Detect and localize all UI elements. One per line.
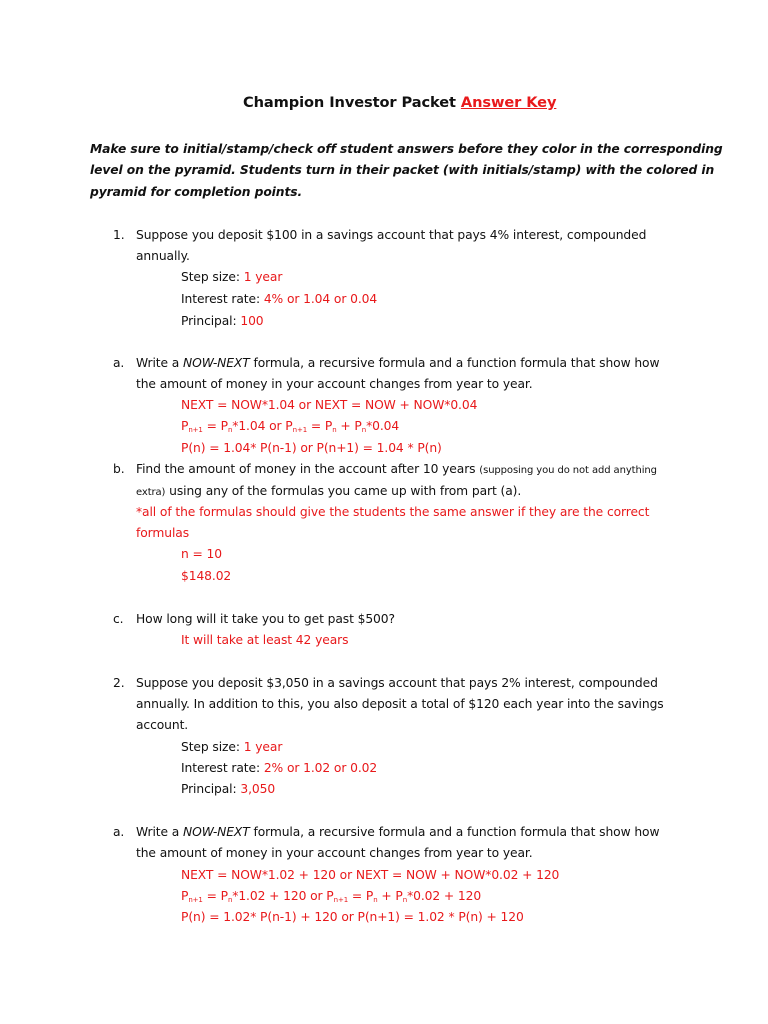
- step-size-label: Step size:: [181, 740, 244, 754]
- q1b-text-small: extra): [136, 487, 166, 498]
- step-size-value: 1 year: [243, 740, 283, 754]
- q2a-rec-part: *0.02 + 120: [407, 889, 482, 903]
- q2a-rec-part: = P: [348, 889, 374, 903]
- q1b-text-small: (supposing you do not add anything: [479, 465, 657, 476]
- intro-line-3: pyramid for completion points.: [90, 185, 303, 199]
- q2a-rec-sub: n+1: [333, 896, 349, 904]
- q1b-letter: b.: [113, 462, 125, 476]
- q1b-text-line-1: [136, 461, 657, 479]
- q1a-text-emphasis: NOW-NEXT: [183, 356, 250, 370]
- page-title: [243, 95, 556, 111]
- q1a-rec-sub: n+1: [292, 426, 308, 434]
- q2a-text-pre: Write a: [136, 825, 184, 839]
- q2a-rec-sub: n: [402, 896, 408, 904]
- q1b-text-line-2: [136, 483, 521, 501]
- q2-principal: [181, 781, 275, 797]
- q2a-rec-part: *1.02 + 120 or P: [232, 889, 334, 903]
- q2a-text-emphasis: NOW-NEXT: [183, 825, 250, 839]
- q2-text-line-1: Suppose you deposit $3,050 in a savings account that pays 2% interest, compounded: [136, 676, 658, 690]
- q2-step-size: [181, 739, 282, 755]
- q2a-rec-part: + P: [377, 889, 403, 903]
- q1a-rec-sub: n+1: [188, 426, 203, 434]
- q2-text-line-3: account.: [136, 718, 189, 732]
- principal-value: 100: [240, 314, 264, 328]
- q2a-rec-part: = P: [202, 889, 228, 903]
- q1c-text: How long will it take you to get past $500?: [136, 612, 395, 626]
- q1-principal: [181, 313, 264, 329]
- q1b-text-post: using any of the formulas you came up with from part (a).: [165, 484, 522, 498]
- q2a-rec-sub: n+1: [188, 896, 203, 904]
- interest-rate-value: 2% or 1.02 or 0.02: [263, 761, 378, 775]
- principal-value: 3,050: [240, 782, 276, 796]
- interest-rate-label: Interest rate:: [181, 761, 264, 775]
- intro-line-2: level on the pyramid. Students turn in their packet (with initials/stamp) with the colored in: [90, 163, 715, 177]
- q2a-text-post: formula, a recursive formula and a function formula that show how: [249, 825, 660, 839]
- q1-text-line-1: Suppose you deposit $100 in a savings account that pays 4% interest, compounded: [136, 228, 647, 242]
- principal-label: Principal:: [181, 314, 241, 328]
- q1-step-size: [181, 269, 282, 285]
- step-size-value: 1 year: [243, 270, 283, 284]
- q1b-text-pre: Find the amount of money in the account after 10 years: [136, 462, 480, 476]
- q1a-rec-part: = P: [307, 419, 333, 433]
- q1c-letter: c.: [113, 612, 124, 626]
- interest-rate-label: Interest rate:: [181, 292, 264, 306]
- q1a-text-pre: Write a: [136, 356, 184, 370]
- q1a-text-post: formula, a recursive formula and a function formula that show how: [249, 356, 660, 370]
- q2-number: 2.: [113, 676, 125, 690]
- q1a-rec-part: *0.04: [366, 419, 400, 433]
- title-answer-key: Answer Key: [460, 94, 557, 111]
- q1c-answer: It will take at least 42 years: [181, 633, 349, 647]
- q1a-rec-sub: n: [227, 426, 233, 434]
- q1a-rec-part: *1.04 or P: [232, 419, 293, 433]
- intro-line-1: Make sure to initial/stamp/check off student answers before they color in the corresponding: [90, 142, 723, 156]
- q1a-rec-sub: n: [361, 426, 367, 434]
- q1a-answer-recursive: [181, 418, 399, 434]
- q1a-text-line-2: the amount of money in your account changes from year to year.: [136, 377, 533, 391]
- q1a-answer-now-next: NEXT = NOW*1.04 or NEXT = NOW + NOW*0.04: [181, 398, 478, 412]
- q2-text-line-2: annually. In addition to this, you also deposit a total of $120 each year into the savings: [136, 697, 664, 711]
- q1a-rec-part: P: [181, 419, 189, 433]
- q1a-rec-sub: n: [332, 426, 337, 434]
- q2a-letter: a.: [113, 825, 125, 839]
- q2a-answer-now-next: NEXT = NOW*1.02 + 120 or NEXT = NOW + NOW*0.02 + 120: [181, 868, 560, 882]
- q1b-note-line-1: *all of the formulas should give the students the same answer if they are the correct: [136, 505, 650, 519]
- q1b-answer-amount: $148.02: [181, 569, 232, 583]
- q1b-answer-n: n = 10: [181, 547, 222, 561]
- q2a-rec-sub: n: [227, 896, 233, 904]
- title-main: Champion Investor Packet: [243, 94, 461, 111]
- step-size-label: Step size:: [181, 270, 244, 284]
- q2a-text-line-2: the amount of money in your account changes from year to year.: [136, 846, 533, 860]
- q1-number: 1.: [113, 228, 125, 242]
- q2a-answer-function: P(n) = 1.02* P(n-1) + 120 or P(n+1) = 1.02 * P(n) + 120: [181, 910, 524, 924]
- q1a-rec-part: + P: [336, 419, 362, 433]
- q1b-note-line-2: formulas: [136, 526, 190, 540]
- q2a-text-line-1: [136, 824, 659, 840]
- q2-interest-rate: [181, 760, 377, 776]
- interest-rate-value: 4% or 1.04 or 0.04: [263, 292, 378, 306]
- q2a-rec-sub: n: [373, 896, 378, 904]
- q1a-rec-part: = P: [202, 419, 228, 433]
- q1a-letter: a.: [113, 356, 125, 370]
- q1a-answer-function: P(n) = 1.04* P(n-1) or P(n+1) = 1.04 * P(n): [181, 441, 442, 455]
- q1-interest-rate: [181, 291, 377, 307]
- q1-text-line-2: annually.: [136, 249, 190, 263]
- q2a-rec-part: P: [181, 889, 189, 903]
- principal-label: Principal:: [181, 782, 241, 796]
- q1a-text-line-1: [136, 355, 659, 371]
- q2a-answer-recursive: [181, 888, 481, 904]
